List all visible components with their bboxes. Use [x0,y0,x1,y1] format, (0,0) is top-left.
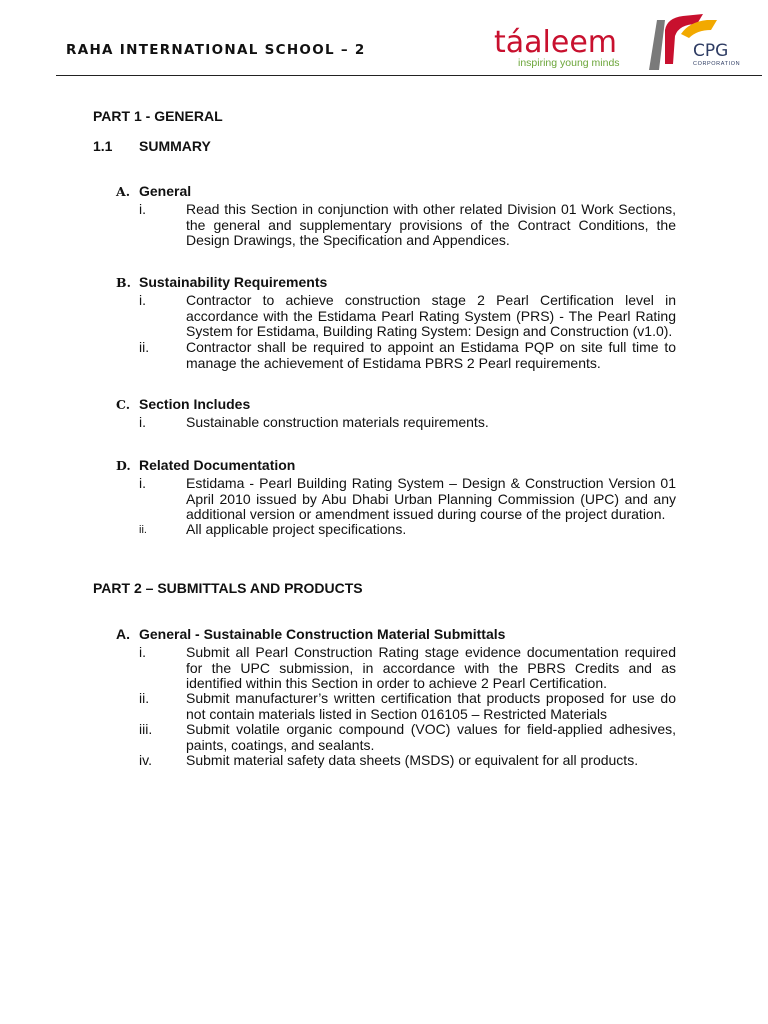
part2-item-4-number: iv. [139,752,152,768]
part1-subsection-title: SUMMARY [139,138,211,154]
part2-heading: PART 2 – SUBMITTALS AND PRODUCTS [93,580,363,596]
taaleem-logo-text: táaleem [494,25,618,60]
section-a-item-1-number: i. [139,201,146,217]
part2-item-2-text: Submit manufacturer’s written certification that products proposed for use do not contain materials listed in Section 016105 – Restricted Materials [186,690,676,722]
school-title: RAHA INTERNATIONAL SCHOOL – 2 [66,42,366,58]
part2-item-3-text: Submit volatile organic compound (VOC) values for field-applied adhesives, paints, coatings, and sealants. [186,721,676,753]
section-b-item-2-text: Contractor shall be required to appoint an Estidama PQP on site full time to manage the achievement of Estidama PBRS 2 Pearl requirements. [186,339,676,371]
cpg-logo [645,12,745,72]
section-b-item-1-number: i. [139,292,146,308]
section-a-item-1-text: Read this Section in conjunction with other related Division 01 Work Sections, the general and supplementary provisions of the Contract Conditions, the Design Drawings, the Specification and Appendices. [186,201,676,248]
taaleem-tagline: inspiring young minds [518,57,620,69]
section-d-letter: D. [116,458,131,473]
section-d-item-1-text: Estidama - Pearl Building Rating System – Design & Construction Version 01 April 2010 issued by Abu Dhabi Urban Planning Commission (UPC) and any additional version or amendment issued during course of the project duration. [186,475,676,522]
part2-item-1-number: i. [139,644,146,660]
section-b-title: Sustainability Requirements [139,274,328,290]
section-c-item-1-number: i. [139,414,146,430]
part2-section-title: General - Sustainable Construction Material Submittals [139,626,506,642]
cpg-logo-subtext: CORPORATION [693,61,741,67]
section-b-item-2-number: ii. [139,339,150,355]
part1-subsection-number: 1.1 [93,138,113,154]
section-c-item-1-text: Sustainable construction materials requirements. [186,414,489,430]
cpg-logo-bar [649,20,665,70]
part2-item-2-number: ii. [139,690,150,706]
section-d-item-2-number: ii. [139,524,147,536]
section-a-title: General [139,183,192,199]
section-b-letter: B. [116,275,131,290]
part2-item-4-text: Submit material safety data sheets (MSDS) or equivalent for all products. [186,752,639,768]
section-b-item-1-text: Contractor to achieve construction stage 2 Pearl Certification level in accordance with the Estidama Pearl Rating System (PRS) - The Pearl Rating System for Estidama, Building Rating System: Design and Construction (v1.0). [186,292,676,339]
section-d-item-2-text: All applicable project specifications. [186,521,407,537]
page-header [0,0,768,80]
taaleem-logo [492,22,632,72]
part2-item-3-number: iii. [139,721,153,737]
section-a-letter: A. [116,184,131,199]
section-d-item-1-number: i. [139,475,146,491]
part2-section-letter: A. [116,626,130,642]
part2-item-1-text: Submit all Pearl Construction Rating stage evidence documentation required for the UPC submission, in accordance with the PBRS Credits and as identified within this Section in order to achieve 2 Pearl Certification. [186,644,676,691]
section-c-letter: C. [116,397,131,412]
part1-heading: PART 1 - GENERAL [93,108,223,124]
cpg-logo-text: CPG [693,41,729,61]
header-rule [56,75,762,76]
section-d-title: Related Documentation [139,457,296,473]
section-c-title: Section Includes [139,396,251,412]
